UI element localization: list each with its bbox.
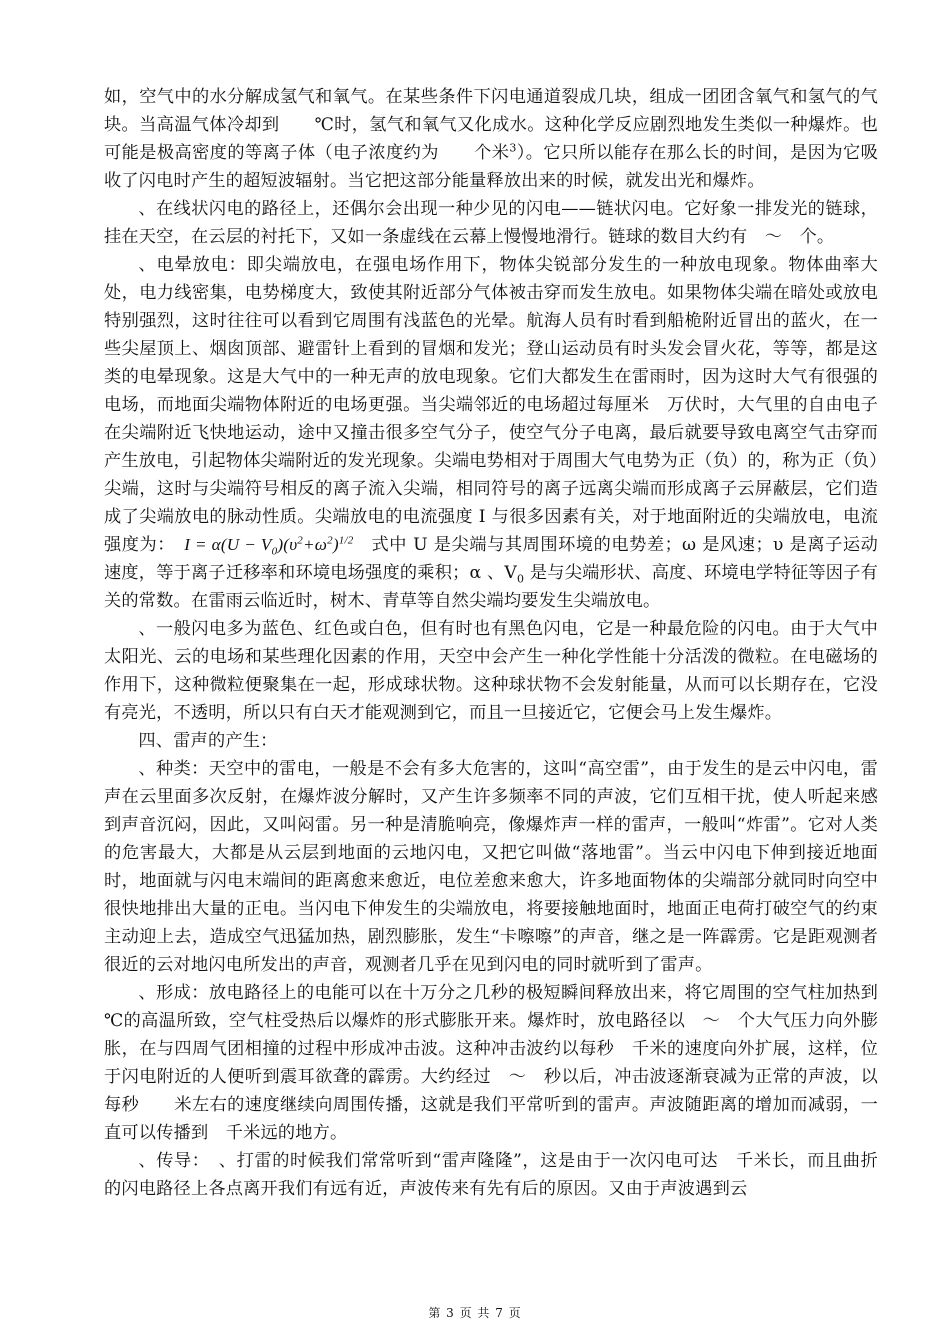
paragraph-text: 是与尖端形状、高度、环境电学特征等因子有关的常数。在雷雨云临近时，树木、青草等自然尖端均要发生尖端放电。 — [104, 563, 878, 611]
paragraph-thunder-conduction: 、传导： 、打雷的时候我们常常听到“雷声隆隆”，这是由于一次闪电可达 千米长，而且曲折的闪电路径上各点离开我们有远有近，声波传来有先有后的原因。又由于声波遇到云 — [104, 1151, 878, 1199]
paragraph-chain-lightning: 、在线状闪电的路径上，还偶尔会出现一种少见的闪电——链状闪电。它好象一排发光的链球，挂在天空，在云层的衬托下，又如一条虚线在云幕上慢慢地滑行。链球的数目大约有 ～ 个。 — [104, 199, 878, 247]
paragraph-text: 如，空气中的水分解成氢气和氧气。在某些条件下闪电通道裂成几块，组成一团团含氧气和氢气的气块。当高温气体冷却到 ℃时，氢气和氧气又化成水。这种化学反应剧烈地发生类似一种爆炸。也可能是极高密度的等离子体（电子浓度约为 个 — [104, 87, 878, 163]
formula-text: ) — [332, 535, 339, 554]
paragraph-corona-discharge — [104, 251, 878, 615]
subscript-text: 0 — [517, 572, 525, 586]
formula-subscript: 0 — [271, 545, 278, 558]
paragraph-thunder-types: 、种类：天空中的雷电，一般是不会有多大危害的，这叫“高空雷”，由于发生的是云中闪电，雷声在云里面多次反射，在爆炸波分解时，又产生许多频率不同的声波，它们互相干扰，使人听起来感到声音沉闷，因此，又叫闷雷。另一种是清脆响亮，像爆炸声一样的雷声，一般叫“炸雷”。它对人类的危害最大，大都是从云层到地面的云地闪电，又把它叫做“落地雷”。当云中闪电下伸到接近地面时，地面就与闪电末端间的距离愈来愈近，电位差愈来愈大，许多地面物体的尖端部分就同时向空中很快地排出大量的正电。当闪电下伸发生的尖端放电，将要接触地面时，地面正电荷打破空气的约束主动迎上去，造成空气迅猛加热，剧烈膨胀，发生“卡嚓嚓”的声音，继之是一阵霹雳。它是距观测者很近的云对地闪电所发出的声音，观测者几乎在见到闪电的同时就听到了雷声。 — [104, 759, 878, 975]
formula-exponent: 2 — [297, 534, 303, 547]
paragraph-black-lightning: 、一般闪电多为蓝色、红色或白色，但有时也有黑色闪电，它是一种最危险的闪电。由于大气中太阳光、云的电场和某些理化因素的作用，天空中会产生一种化学性能十分活泼的微粒。在电磁场的作用下，这种微粒便聚集在一起，形成球状物。这种球状物不会发射能量，从而可以长期存在，它没有亮光，不透明，所以只有白天才能观测到它，而且一旦接近它，它便会马上发生爆炸。 — [104, 619, 878, 723]
paragraph-thunder-formation: 、形成：放电路径上的电能可以在十万分之几秒的极短瞬间释放出来，将它周围的空气柱加热到 ℃的高温所致，空气柱受热后以爆炸的形式膨胀开来。爆炸时，放电路径以 ～ 个大气压力向外膨胀，在与四周气团相撞的过程中形成冲击波。这种冲击波约以每秒 千米的速度向外扩展，这样，位于闪电附近的人便听到震耳欲聋的霹雳。大约经过 ～ 秒以后，冲击波逐渐衰减为正常的声波，以每秒 米左右的速度继续向周围传播，这就是我们平常听到的雷声。声波随距离的增加而减弱，一直可以传播到 千米远的地方。 — [104, 983, 913, 1143]
exponent-text: 3 — [509, 141, 517, 155]
paragraph-text: 式中 U 是尖端与其周围环境的电势差；ω 是风速；υ 是离子运动速度，等于离子迁移率和环境电场强度的乘积；α 、V — [104, 535, 879, 583]
paragraph-text: 、电晕放电：即尖端放电，在强电场作用下，物体尖锐部分发生的一种放电现象。物体曲率大处，电力线密集，电势梯度大，致使其附近部分气体被击穿而发生放电。如果物体尖端在暗处或放电特别强烈，这时往往可以看到它周围有浅蓝色的光晕。航海人员有时看到船桅附近冒出的蓝火，在一些尖屋顶上、烟囱顶部、避雷针上看到的冒烟和发光；登山运动员有时头发会冒火花，等等，都是这类的电晕现象。这是大气中的一种无声的放电现象。它们大都发生在雷雨时，因为这时大气有很强的电场，而地面尖端物体附近的电场更强。当尖端邻近的电场超过每厘米 万伏时，大气里的自由电子在尖端附近飞快地运动，途中又撞击很多空气分子，使空气分子电离，最后就要导致电离空气击穿而产生放电，引起物体尖端附近的发光现象。尖端电势相对于周围大气电势为正（负）的，称为正（负）尖端，这时与尖端符号相反的离子流入尖端，相同符号的离子远离尖端而形成离子云屏蔽层，它们造成了尖端放电的脉动性质。尖端放电的电流强度 I 与很多因素有关，对于地面附近的尖端放电，电流强度为： — [104, 255, 878, 555]
formula-text: I = α(U − V — [184, 535, 272, 554]
page-number-footer: 第 3 页 共 7 页 — [428, 1306, 522, 1320]
document-body — [104, 83, 913, 1203]
formula-text: +ω — [302, 535, 328, 554]
formula-exponent: 1/2 — [338, 534, 354, 547]
current-formula — [184, 534, 354, 558]
formula-exponent: 2 — [327, 534, 333, 547]
unit-text: 米 — [491, 143, 510, 163]
paragraph-text: ）。它只所以能存在那么长的时间，是因为它吸收了闪电时产生的超短波辐射。当它把这部分能量释放出来的时候，就发出光和爆炸。 — [104, 143, 879, 191]
formula-text: ) — [277, 535, 284, 554]
section-heading-thunder: 四、雷声的产生： — [138, 731, 278, 751]
paragraph-ball-lightning-cont — [104, 83, 878, 195]
formula-text: (υ — [283, 535, 298, 554]
